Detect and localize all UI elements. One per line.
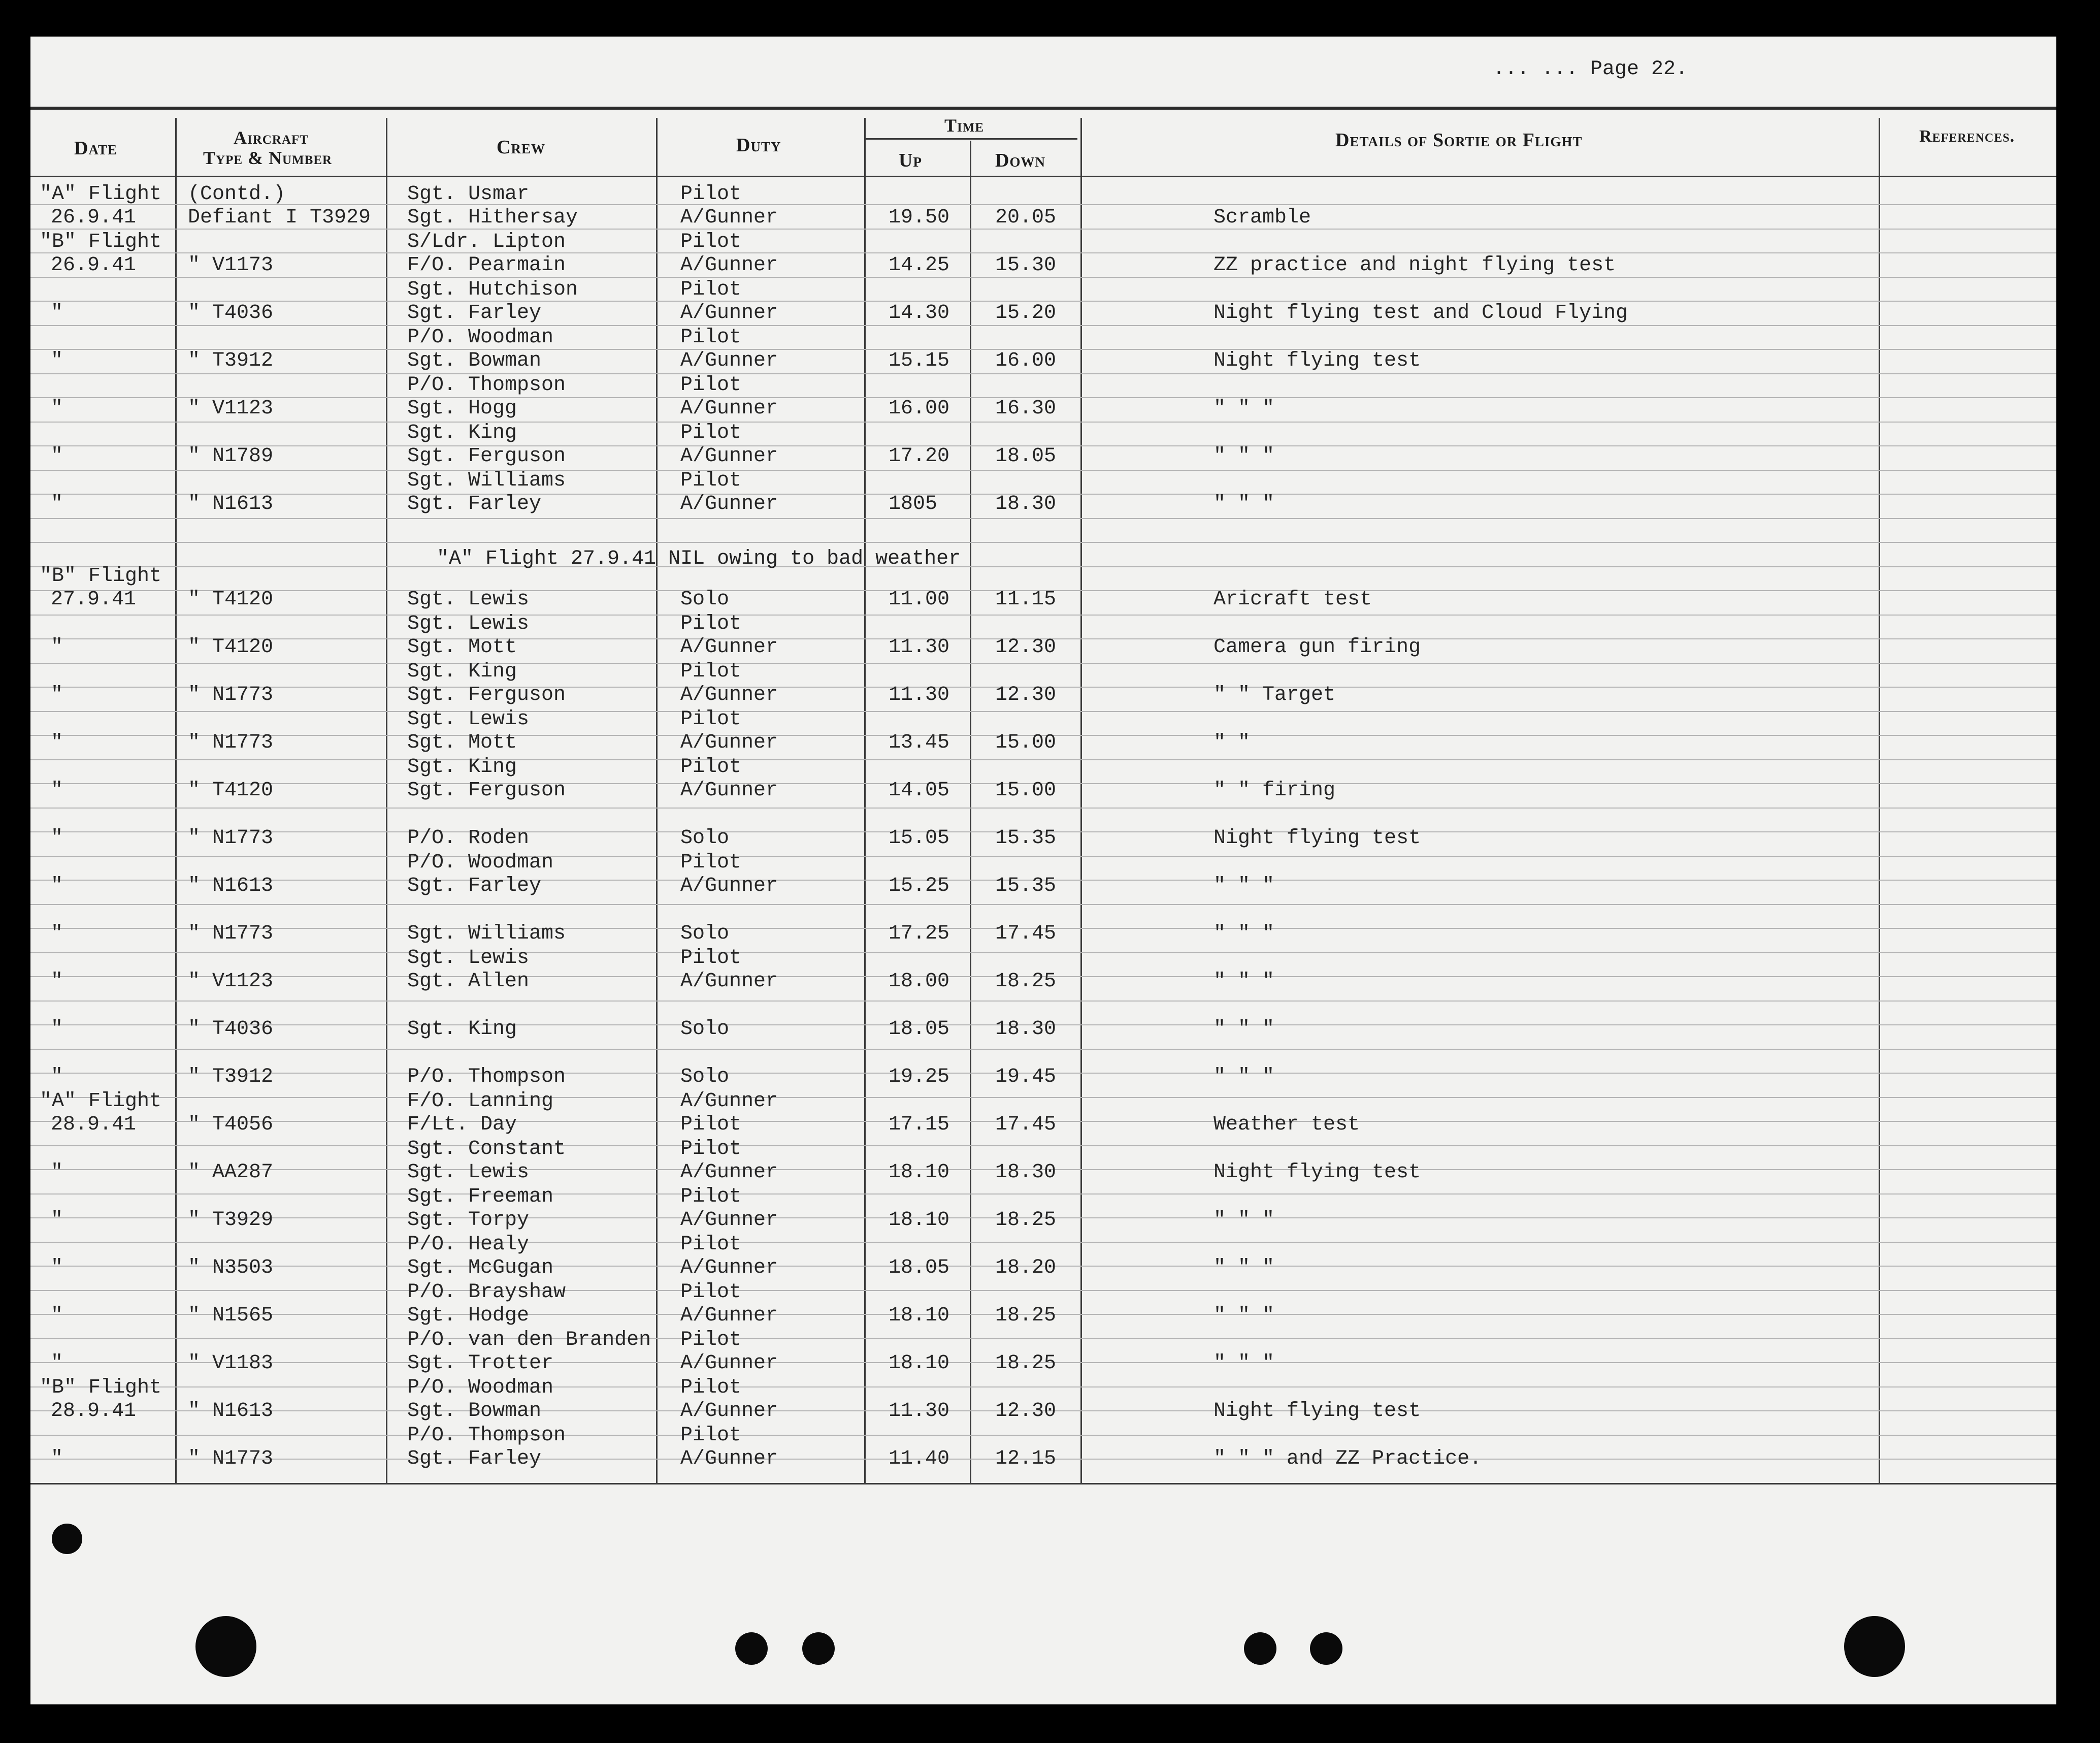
row-det: " " " xyxy=(1213,445,1275,468)
row-a2: " T3929 xyxy=(188,1209,274,1232)
row-d2: " xyxy=(51,1066,63,1088)
row-c2: Sgt. Ferguson xyxy=(407,445,566,468)
ruled-line xyxy=(30,952,2056,953)
ruled-line xyxy=(30,1097,2056,1098)
row-det: " " " xyxy=(1213,1304,1275,1327)
row-up: 14.25 xyxy=(889,254,950,277)
row-a2: " T3912 xyxy=(188,1066,274,1088)
row-u1: Pilot xyxy=(680,851,742,874)
top-rule xyxy=(30,107,2056,110)
row-det: " " " xyxy=(1213,1256,1275,1279)
row-det: " " xyxy=(1213,731,1251,754)
ruled-line xyxy=(30,518,2056,519)
row-u1: Pilot xyxy=(680,183,742,206)
row-up: 19.25 xyxy=(889,1066,950,1088)
row-d2: " xyxy=(51,493,63,515)
row-c1: P/O. Thompson xyxy=(407,1424,566,1447)
row-u2: A/Gunner xyxy=(680,206,778,229)
row-d2: " xyxy=(51,1256,63,1279)
col-line xyxy=(1080,118,1082,1484)
nil-note: "A" Flight 27.9.41 NIL owing to bad weather xyxy=(437,547,961,570)
row-c2: Sgt. Farley xyxy=(407,875,542,897)
punch-hole xyxy=(195,1616,256,1677)
row-u2: A/Gunner xyxy=(680,254,778,277)
row-d1: "A" Flight xyxy=(40,183,162,206)
punch-hole xyxy=(1310,1632,1342,1665)
row-c2: Sgt. Hodge xyxy=(407,1304,530,1327)
ruled-line xyxy=(30,856,2056,857)
ruled-line xyxy=(30,1290,2056,1291)
row-det: " " " xyxy=(1213,922,1275,945)
row-down: 16.30 xyxy=(995,397,1057,420)
row-down: 18.30 xyxy=(995,1018,1057,1041)
ruled-line xyxy=(30,1242,2056,1243)
row-d2: 26.9.41 xyxy=(51,206,137,229)
ruled-line xyxy=(30,1145,2056,1146)
row-down: 18.30 xyxy=(995,1161,1057,1184)
row-a2: " N1565 xyxy=(188,1304,274,1327)
row-down: 18.30 xyxy=(995,493,1057,515)
row-c2: F/Lt. Day xyxy=(407,1113,517,1136)
row-c1: Sgt. Lewis xyxy=(407,708,530,731)
row-d2: " xyxy=(51,1352,63,1375)
row-down: 18.05 xyxy=(995,445,1057,468)
row-a2: " V1173 xyxy=(188,254,274,277)
row-c1: Sgt. King xyxy=(407,756,517,779)
row-u2: Pilot xyxy=(680,1113,742,1136)
row-a2: " N1613 xyxy=(188,493,274,515)
row-down: 15.35 xyxy=(995,827,1057,850)
punch-hole xyxy=(802,1632,835,1665)
row-up: 11.30 xyxy=(889,1400,950,1423)
row-down: 15.20 xyxy=(995,302,1057,325)
row-det: " " " xyxy=(1213,1352,1275,1375)
row-down: 15.30 xyxy=(995,254,1057,277)
row-a2: " N1789 xyxy=(188,445,274,468)
row-u2: A/Gunner xyxy=(680,349,778,372)
row-u1: Pilot xyxy=(680,1185,742,1208)
row-c2: Sgt. Bowman xyxy=(407,349,542,372)
ruled-line xyxy=(30,759,2056,760)
punch-hole xyxy=(1244,1632,1276,1665)
row-c1: P/O. Thompson xyxy=(407,374,566,397)
row-down: 19.45 xyxy=(995,1066,1057,1088)
row-det: " " " xyxy=(1213,875,1275,897)
row-u1: Pilot xyxy=(680,1281,742,1304)
row-up: 18.10 xyxy=(889,1352,950,1375)
row-c1: P/O. van den Branden xyxy=(407,1329,651,1351)
row-a2: " N1773 xyxy=(188,684,274,706)
row-u2: A/Gunner xyxy=(680,493,778,515)
row-a2: " T4036 xyxy=(188,302,274,325)
header-bottom-rule xyxy=(30,176,2056,177)
row-u2: A/Gunner xyxy=(680,1209,778,1232)
row-det: " " " xyxy=(1213,397,1275,420)
row-a2: " T4120 xyxy=(188,588,274,611)
row-u2: A/Gunner xyxy=(680,445,778,468)
row-c2: Sgt. Ferguson xyxy=(407,684,566,706)
row-up: 17.25 xyxy=(889,922,950,945)
row-u1: Pilot xyxy=(680,326,742,349)
punch-hole xyxy=(52,1524,82,1554)
row-up: 15.25 xyxy=(889,875,950,897)
row-c1: Sgt. Constant xyxy=(407,1138,566,1160)
row-c1: F/O. Lanning xyxy=(407,1090,554,1113)
row-u1: Pilot xyxy=(680,612,742,635)
row-det: " " " xyxy=(1213,1066,1275,1088)
row-c2: Sgt. Farley xyxy=(407,1447,542,1470)
row-u2: A/Gunner xyxy=(680,1161,778,1184)
time-subheader-rule xyxy=(864,138,1077,140)
ruled-line xyxy=(30,325,2056,326)
row-c2: Sgt. Bowman xyxy=(407,1400,542,1423)
ruled-line xyxy=(30,470,2056,471)
row-up: 18.10 xyxy=(889,1209,950,1232)
row-c2: Sgt. Farley xyxy=(407,493,542,515)
row-up: 18.05 xyxy=(889,1256,950,1279)
row-u1: Pilot xyxy=(680,278,742,301)
row-c2: Sgt. Trotter xyxy=(407,1352,554,1375)
row-down: 15.35 xyxy=(995,875,1057,897)
row-c2: Sgt. King xyxy=(407,1018,517,1041)
col-line xyxy=(175,118,177,1484)
row-c1: Sgt. Lewis xyxy=(407,612,530,635)
row-up: 18.05 xyxy=(889,1018,950,1041)
row-d2: " xyxy=(51,302,63,325)
row-c2: Sgt. Mott xyxy=(407,636,517,659)
row-u1: Pilot xyxy=(680,947,742,970)
row-d1: "B" Flight xyxy=(40,1376,162,1399)
row-det: Night flying test xyxy=(1213,827,1421,850)
row-u1: Pilot xyxy=(680,231,742,253)
ruled-line xyxy=(30,904,2056,905)
row-c2: Sgt. Hithersay xyxy=(407,206,578,229)
row-d2: " xyxy=(51,1018,63,1041)
row-d1: "B" Flight xyxy=(40,565,162,588)
row-c1: Sgt. Lewis xyxy=(407,947,530,970)
row-det: Night flying test xyxy=(1213,349,1421,372)
row-u1: Pilot xyxy=(680,469,742,492)
row-a2: Defiant I T3929 xyxy=(188,206,371,229)
row-c2: Sgt. Allen xyxy=(407,970,530,993)
row-up: 14.30 xyxy=(889,302,950,325)
punch-hole xyxy=(1844,1616,1905,1677)
row-det: " " " xyxy=(1213,970,1275,993)
row-det: Weather test xyxy=(1213,1113,1360,1136)
ruled-line xyxy=(30,1338,2056,1339)
row-d2: " xyxy=(51,779,63,802)
row-down: 20.05 xyxy=(995,206,1057,229)
page-label: ... ... Page 22. xyxy=(1493,58,1688,81)
row-det: " " " xyxy=(1213,493,1275,515)
row-d2: 27.9.41 xyxy=(51,588,137,611)
row-c2: Sgt. Williams xyxy=(407,922,566,945)
row-u1: Pilot xyxy=(680,1329,742,1351)
row-c1: P/O. Woodman xyxy=(407,1376,554,1399)
row-down: 11.15 xyxy=(995,588,1057,611)
row-c2: Sgt. Torpy xyxy=(407,1209,530,1232)
row-d2: " xyxy=(51,1304,63,1327)
ruled-line xyxy=(30,204,2056,205)
row-down: 12.30 xyxy=(995,636,1057,659)
row-c1: S/Ldr. Lipton xyxy=(407,231,566,253)
row-det: Scramble xyxy=(1213,206,1311,229)
row-d2: " xyxy=(51,1209,63,1232)
row-u2: Solo xyxy=(680,588,730,611)
row-up: 11.30 xyxy=(889,636,950,659)
ruled-line xyxy=(30,1000,2056,1002)
ruled-line xyxy=(30,252,2056,253)
row-c1: P/O. Healy xyxy=(407,1233,530,1256)
row-up: 11.40 xyxy=(889,1447,950,1470)
row-u1: Pilot xyxy=(680,708,742,731)
ruled-line xyxy=(30,542,2056,543)
row-u2: A/Gunner xyxy=(680,875,778,897)
row-d2: " xyxy=(51,827,63,850)
row-u2: A/Gunner xyxy=(680,684,778,706)
row-a2: " T3912 xyxy=(188,349,274,372)
row-u1: Pilot xyxy=(680,374,742,397)
row-a2: " N1773 xyxy=(188,827,274,850)
ruled-line xyxy=(30,422,2056,423)
row-u1: Pilot xyxy=(680,756,742,779)
row-c2: Sgt. Hogg xyxy=(407,397,517,420)
row-c2: Sgt. Ferguson xyxy=(407,779,566,802)
row-d2: " xyxy=(51,445,63,468)
row-u2: A/Gunner xyxy=(680,779,778,802)
row-c1: Sgt. Usmar xyxy=(407,183,530,206)
row-down: 18.25 xyxy=(995,1304,1057,1327)
row-down: 12.30 xyxy=(995,684,1057,706)
header-date: Date xyxy=(74,138,117,159)
row-a2: " V1123 xyxy=(188,970,274,993)
row-down: 18.25 xyxy=(995,1352,1057,1375)
row-u2: A/Gunner xyxy=(680,397,778,420)
col-line xyxy=(970,141,971,1484)
row-c1: Sgt. Williams xyxy=(407,469,566,492)
row-a2: " T4056 xyxy=(188,1113,274,1136)
row-det: ZZ practice and night flying test xyxy=(1213,254,1616,277)
row-c1: P/O. Woodman xyxy=(407,326,554,349)
ruled-line xyxy=(30,711,2056,712)
row-down: 15.00 xyxy=(995,779,1057,802)
header-details: Details of Sortie or Flight xyxy=(1335,130,1583,151)
row-det: " " " xyxy=(1213,1209,1275,1232)
row-c2: Sgt. McGugan xyxy=(407,1256,554,1279)
row-d2: " xyxy=(51,1447,63,1470)
row-down: 17.45 xyxy=(995,922,1057,945)
row-down: 18.25 xyxy=(995,1209,1057,1232)
row-down: 12.30 xyxy=(995,1400,1057,1423)
row-a2: " T4036 xyxy=(188,1018,274,1041)
header-aircraft-type: Type & Number xyxy=(203,148,333,168)
row-u2: A/Gunner xyxy=(680,970,778,993)
row-c2: P/O. Roden xyxy=(407,827,530,850)
row-a2: " N1613 xyxy=(188,875,274,897)
header-crew: Crew xyxy=(497,137,545,158)
punch-hole xyxy=(735,1632,768,1665)
row-up: 11.00 xyxy=(889,588,950,611)
row-u2: A/Gunner xyxy=(680,1304,778,1327)
bottom-rule xyxy=(30,1483,2056,1484)
row-c1: P/O. Woodman xyxy=(407,851,554,874)
col-line xyxy=(864,118,866,1484)
row-a2: " V1123 xyxy=(188,397,274,420)
row-d2: " xyxy=(51,970,63,993)
row-u2: A/Gunner xyxy=(680,731,778,754)
row-down: 16.00 xyxy=(995,349,1057,372)
row-up: 15.15 xyxy=(889,349,950,372)
row-a2: " N1773 xyxy=(188,922,274,945)
row-up: 14.05 xyxy=(889,779,950,802)
row-down: 15.00 xyxy=(995,731,1057,754)
row-c1: Sgt. Freeman xyxy=(407,1185,554,1208)
row-u2: A/Gunner xyxy=(680,1447,778,1470)
row-u1: Pilot xyxy=(680,1376,742,1399)
row-d1: "B" Flight xyxy=(40,231,162,253)
ruled-line xyxy=(30,1193,2056,1195)
ruled-line xyxy=(30,1435,2056,1436)
row-u2: Solo xyxy=(680,922,730,945)
col-line xyxy=(1879,118,1880,1484)
row-c2: Sgt. Mott xyxy=(407,731,517,754)
row-down: 12.15 xyxy=(995,1447,1057,1470)
row-d2: 26.9.41 xyxy=(51,254,137,277)
row-up: 13.45 xyxy=(889,731,950,754)
row-det: Camera gun firing xyxy=(1213,636,1421,659)
row-u2: A/Gunner xyxy=(680,302,778,325)
row-det: Night flying test and Cloud Flying xyxy=(1213,302,1628,325)
row-det: Aricraft test xyxy=(1213,588,1372,611)
row-u2: Solo xyxy=(680,1018,730,1041)
row-up: 1805 xyxy=(889,493,938,515)
row-d2: " xyxy=(51,349,63,372)
row-d2: 28.9.41 xyxy=(51,1400,137,1423)
row-det: " " " and ZZ Practice. xyxy=(1213,1447,1482,1470)
row-c2: Sgt. Lewis xyxy=(407,1161,530,1184)
row-d2: " xyxy=(51,875,63,897)
row-a2: " T4120 xyxy=(188,636,274,659)
row-u2: Solo xyxy=(680,827,730,850)
logbook-page xyxy=(30,37,2056,1704)
row-u2: A/Gunner xyxy=(680,1352,778,1375)
row-det: " " firing xyxy=(1213,779,1336,802)
row-c2: Sgt. Farley xyxy=(407,302,542,325)
header-down: Down xyxy=(995,150,1045,171)
row-c1: Sgt. King xyxy=(407,660,517,683)
row-a2: " N1773 xyxy=(188,1447,274,1470)
row-det: " " " xyxy=(1213,1018,1275,1041)
row-up: 15.05 xyxy=(889,827,950,850)
row-a2: " T4120 xyxy=(188,779,274,802)
header-up: Up xyxy=(899,150,922,171)
row-c2: Sgt. Lewis xyxy=(407,588,530,611)
row-a2: " V1183 xyxy=(188,1352,274,1375)
row-u1: Pilot xyxy=(680,1138,742,1160)
row-up: 18.00 xyxy=(889,970,950,993)
ruled-line xyxy=(30,808,2056,809)
row-u2: A/Gunner xyxy=(680,636,778,659)
header-aircraft: Aircraft xyxy=(234,127,309,148)
row-c2: P/O. Thompson xyxy=(407,1066,566,1088)
header-time: Time xyxy=(944,115,985,136)
row-up: 18.10 xyxy=(889,1304,950,1327)
row-d2: 28.9.41 xyxy=(51,1113,137,1136)
row-a1: (Contd.) xyxy=(188,183,286,206)
row-down: 18.25 xyxy=(995,970,1057,993)
ruled-line xyxy=(30,615,2056,616)
row-d2: " xyxy=(51,1161,63,1184)
row-up: 17.20 xyxy=(889,445,950,468)
row-up: 16.00 xyxy=(889,397,950,420)
row-u1: Pilot xyxy=(680,1424,742,1447)
row-u1: A/Gunner xyxy=(680,1090,778,1113)
row-d2: " xyxy=(51,731,63,754)
row-down: 18.20 xyxy=(995,1256,1057,1279)
header-duty: Duty xyxy=(736,135,781,156)
row-u2: A/Gunner xyxy=(680,1400,778,1423)
row-u1: Pilot xyxy=(680,1233,742,1256)
row-d1: "A" Flight xyxy=(40,1090,162,1113)
row-det: " " Target xyxy=(1213,684,1336,706)
row-up: 19.50 xyxy=(889,206,950,229)
ruled-line xyxy=(30,566,2056,567)
row-a2: " N1613 xyxy=(188,1400,274,1423)
row-c1: Sgt. Hutchison xyxy=(407,278,578,301)
col-line xyxy=(656,118,658,1484)
col-line xyxy=(386,118,387,1484)
row-a2: " N1773 xyxy=(188,731,274,754)
ruled-line xyxy=(30,1049,2056,1050)
row-u2: Solo xyxy=(680,1066,730,1088)
row-c1: P/O. Brayshaw xyxy=(407,1281,566,1304)
row-d2: " xyxy=(51,922,63,945)
row-a2: " AA287 xyxy=(188,1161,274,1184)
row-down: 17.45 xyxy=(995,1113,1057,1136)
row-up: 17.15 xyxy=(889,1113,950,1136)
ruled-line xyxy=(30,663,2056,664)
row-u2: A/Gunner xyxy=(680,1256,778,1279)
header-references: References. xyxy=(1919,127,2015,146)
row-up: 11.30 xyxy=(889,684,950,706)
row-d2: " xyxy=(51,397,63,420)
ruled-line xyxy=(30,1386,2056,1387)
row-up: 18.10 xyxy=(889,1161,950,1184)
row-a2: " N3503 xyxy=(188,1256,274,1279)
row-det: Night flying test xyxy=(1213,1161,1421,1184)
row-u1: Pilot xyxy=(680,422,742,444)
row-u1: Pilot xyxy=(680,660,742,683)
ruled-line xyxy=(30,373,2056,374)
row-d2: " xyxy=(51,684,63,706)
row-d2: " xyxy=(51,636,63,659)
row-c2: F/O. Pearmain xyxy=(407,254,566,277)
row-det: Night flying test xyxy=(1213,1400,1421,1423)
row-c1: Sgt. King xyxy=(407,422,517,444)
